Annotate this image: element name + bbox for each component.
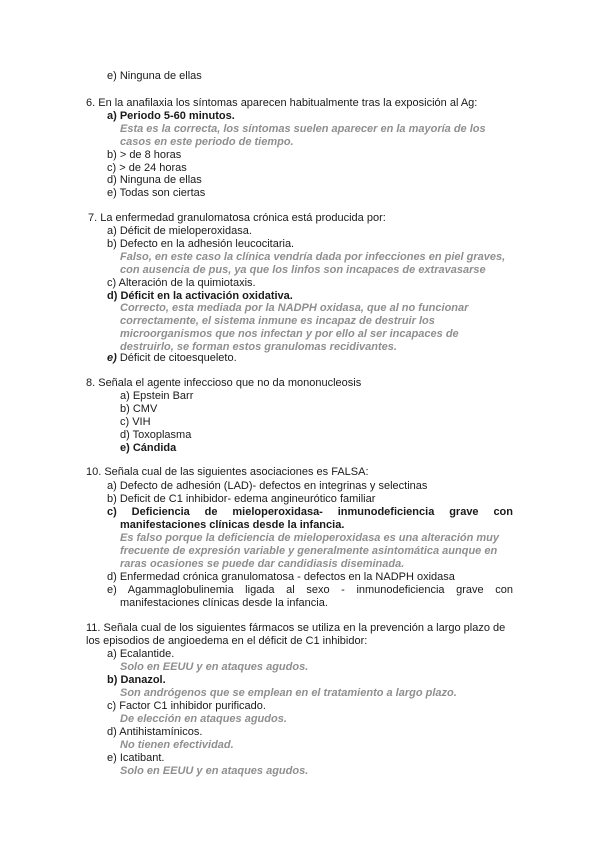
explanation-10c-line3: raras ocasiones se puede dar candidiasis diseminada.	[120, 558, 405, 570]
explanation-7d-line1: Correcto, esta mediada por la NADPH oxidasa, que al no funcionar	[120, 302, 469, 314]
question-11-line2: los episodios de angioedema en el déficit de C1 inhibidor:	[86, 635, 368, 647]
explanation-6a-line1: Esta es la correcta, los síntomas suelen aparecer en la mayoría de los	[120, 123, 486, 135]
explanation-7d-line2: correctamente, el sistema inmune es incapaz de destruir los	[120, 315, 435, 327]
option-10c-correct-line2: manifestaciones clínicas desde la infancia.	[120, 519, 345, 531]
question-10: 10. Señala cual de las siguientes asociaciones es FALSA:	[86, 466, 369, 478]
option-11c: c) Factor C1 inhibidor purificado.	[107, 700, 266, 712]
explanation-11c: De elección en ataques agudos.	[120, 713, 287, 725]
option-10a: a) Defecto de adhesión (LAD)- defectos en integrinas y selectinas	[107, 480, 428, 492]
explanation-10c-line2: frecuente de expresión variable y generalmente asintomática aunque en	[120, 545, 498, 557]
option-6a-correct: a) Periodo 5-60 minutos.	[107, 110, 235, 122]
option-8b: b) CMV	[120, 403, 158, 415]
explanation-6a-line2: casos en este periodo de tiempo.	[120, 136, 294, 148]
question-7: 7. La enfermedad granulomatosa crónica está producida por:	[88, 212, 386, 224]
option-5e: e) Ninguna de ellas	[107, 70, 202, 82]
option-7e-text: Déficit de citoesqueleto.	[116, 352, 237, 364]
option-10c-correct-line1: c) Deficiencia de mieloperoxidasa- inmunodeficiencia grave con	[107, 506, 513, 518]
option-11d: d) Antihistamínicos.	[107, 726, 203, 738]
option-6b: b) > de 8 horas	[107, 149, 182, 161]
option-7d-correct: d) Déficit en la activación oxidativa.	[107, 290, 293, 302]
question-11-line1: 11. Señala cual de los siguientes fármacos se utiliza en la prevención a largo plazo de	[86, 622, 506, 634]
question-6: 6. En la anafilaxia los síntomas aparecen habitualmente tras la exposición al Ag:	[86, 97, 478, 109]
option-8a: a) Epstein Barr	[120, 390, 194, 402]
explanation-10c-line1: Es falso porque la deficiencia de mieloperoxidasa es una alteración muy	[120, 532, 500, 544]
option-7b: b) Defecto en la adhesión leucocitaria.	[107, 238, 295, 250]
option-6d: d) Ninguna de ellas	[107, 174, 202, 186]
option-10e-line2: manifestaciones clínicas desde la infancia.	[120, 597, 328, 609]
option-11a: a) Ecalantide.	[107, 648, 175, 660]
option-7a: a) Déficit de mieloperoxidasa.	[107, 225, 252, 237]
explanation-11e: Solo en EEUU y en ataques agudos.	[120, 765, 309, 777]
explanation-11b: Son andrógenos que se emplean en el tratamiento a largo plazo.	[120, 687, 457, 699]
option-8e-correct: e) Cándida	[120, 442, 177, 454]
option-11e: e) Icatibant.	[107, 752, 165, 764]
explanation-11d: No tienen efectividad.	[120, 739, 234, 751]
option-6c: c) > de 24 horas	[107, 162, 187, 174]
explanation-7b-line1: Falso, en este caso la clínica vendría dada por infecciones en piel graves,	[120, 251, 506, 263]
question-8: 8. Señala el agente infeccioso que no da mononucleosis	[86, 377, 362, 389]
explanation-7b-line2: con ausencia de pus, ya que los linfos son incapaces de extravasarse	[120, 264, 486, 276]
option-8c: c) VIH	[120, 416, 151, 428]
option-7e-letter: e)	[107, 352, 117, 364]
option-7c: c) Alteración de la quimiotaxis.	[107, 277, 256, 289]
explanation-7d-line4: destruirlo, se forman estos granulomas recidivantes.	[120, 341, 397, 353]
option-6e: e) Todas son ciertas	[107, 187, 206, 199]
explanation-7d-line3: microorganismos que nos infectan y por ello al ser incapaces de	[120, 328, 459, 340]
explanation-11a: Solo en EEUU y en ataques agudos.	[120, 661, 309, 673]
option-10b: b) Deficit de C1 inhibidor- edema angineurótico familiar	[107, 493, 376, 505]
option-10d: d) Enfermedad crónica granulomatosa - defectos en la NADPH oxidasa	[107, 571, 455, 583]
option-8d: d) Toxoplasma	[120, 429, 192, 441]
option-7e	[107, 352, 237, 365]
option-10e-line1: e) Agammaglobulinemia ligada al sexo - inmunodeficiencia grave con	[107, 584, 513, 596]
option-11b-correct: b) Danazol.	[107, 674, 166, 686]
